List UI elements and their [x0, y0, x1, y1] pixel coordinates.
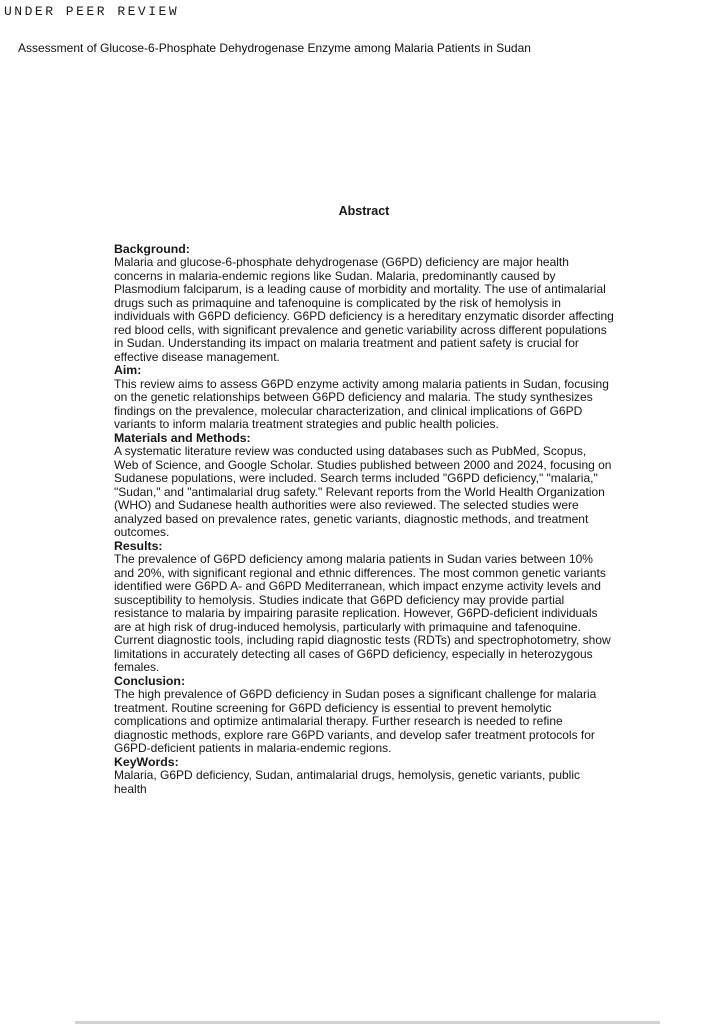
- abstract-block: [114, 205, 614, 796]
- section-materials-methods-heading: Materials and Methods:: [114, 430, 251, 445]
- section-conclusion: [114, 675, 614, 756]
- section-keywords-body: Malaria, G6PD deficiency, Sudan, antimalarial drugs, hemolysis, genetic variants, public health: [114, 768, 580, 796]
- section-background: [114, 243, 614, 365]
- section-aim-body: This review aims to assess G6PD enzyme activity among malaria patients in Sudan, focusing on the genetic relationships between G6PD deficiency and malaria. The study synthesizes findings on the prevalence, molecular characterization, and clinical implications of G6PD variants to inform malaria treatment strategies and public health policies.: [114, 376, 609, 431]
- paper-title: Assessment of Glucose-6-Phosphate Dehydrogenase Enzyme among Malaria Patients in Sudan: [18, 41, 531, 55]
- section-background-body: Malaria and glucose-6-phosphate dehydrogenase (G6PD) deficiency are major health concerns in malaria-endemic regions like Sudan. Malaria, predominantly caused by Plasmodium falciparum, is a leading cause of morbidity and mortality. The use of antimalarial drugs such as primaquine and tafenoquine is complicated by the risk of hemolysis in individuals with G6PD deficiency. G6PD deficiency is a hereditary enzymatic disorder affecting red blood cells, with significant prevalence and genetic variability across different populations in Sudan. Understanding its impact on malaria treatment and patient safety is crucial for effective disease management.: [114, 255, 614, 364]
- section-aim-heading: Aim:: [114, 363, 142, 377]
- section-background-heading: Background:: [114, 241, 190, 256]
- section-aim: [114, 364, 614, 432]
- section-conclusion-heading: Conclusion:: [114, 673, 186, 688]
- section-results: [114, 540, 614, 675]
- abstract-heading: Abstract: [338, 204, 390, 218]
- under-peer-review-watermark: UNDER PEER REVIEW: [4, 4, 180, 19]
- section-keywords: [114, 756, 614, 797]
- section-keywords-heading: KeyWords:: [114, 754, 179, 769]
- section-materials-methods: [114, 432, 614, 540]
- section-results-body: The prevalence of G6PD deficiency among malaria patients in Sudan varies between 10% and 20%, with significant regional and ethnic differences. The most common genetic variants identified were G6PD A- and G6PD Mediterranean, which impact enzyme activity levels and susceptibility to hemolysis. Studies indicate that G6PD deficiency may provide partial resistance to malaria by impairing parasite replication. However, G6PD-deficient individuals are at high risk of drug-induced hemolysis, particularly with primaquine and tafenoquine. Current diagnostic tools, including rapid diagnostic tests (RDTs) and spectrophotometry, show limitations in accurately detecting all cases of G6PD deficiency, especially in heterozygous females.: [114, 552, 611, 674]
- section-conclusion-body: The high prevalence of G6PD deficiency in Sudan poses a significant challenge for malaria treatment. Routine screening for G6PD deficiency is essential to prevent hemolytic complications and optimize antimalarial therapy. Further research is needed to refine diagnostic methods, explore rare G6PD variants, and develop safer treatment protocols for G6PD-deficient patients in malaria-endemic regions.: [114, 687, 597, 755]
- section-results-heading: Results:: [114, 538, 163, 553]
- section-materials-methods-body: A systematic literature review was conducted using databases such as PubMed, Scopus, Web of Science, and Google Scholar. Studies published between 2000 and 2024, focusing on Sudanese populations, were included. Search terms included "G6PD deficiency," "malaria," "Sudan," and "antimalarial drug safety." Relevant reports from the World Health Organization (WHO) and Sudanese health authorities were also reviewed. The selected studies were analyzed based on prevalence rates, genetic variants, diagnostic methods, and treatment outcomes.: [114, 444, 612, 539]
